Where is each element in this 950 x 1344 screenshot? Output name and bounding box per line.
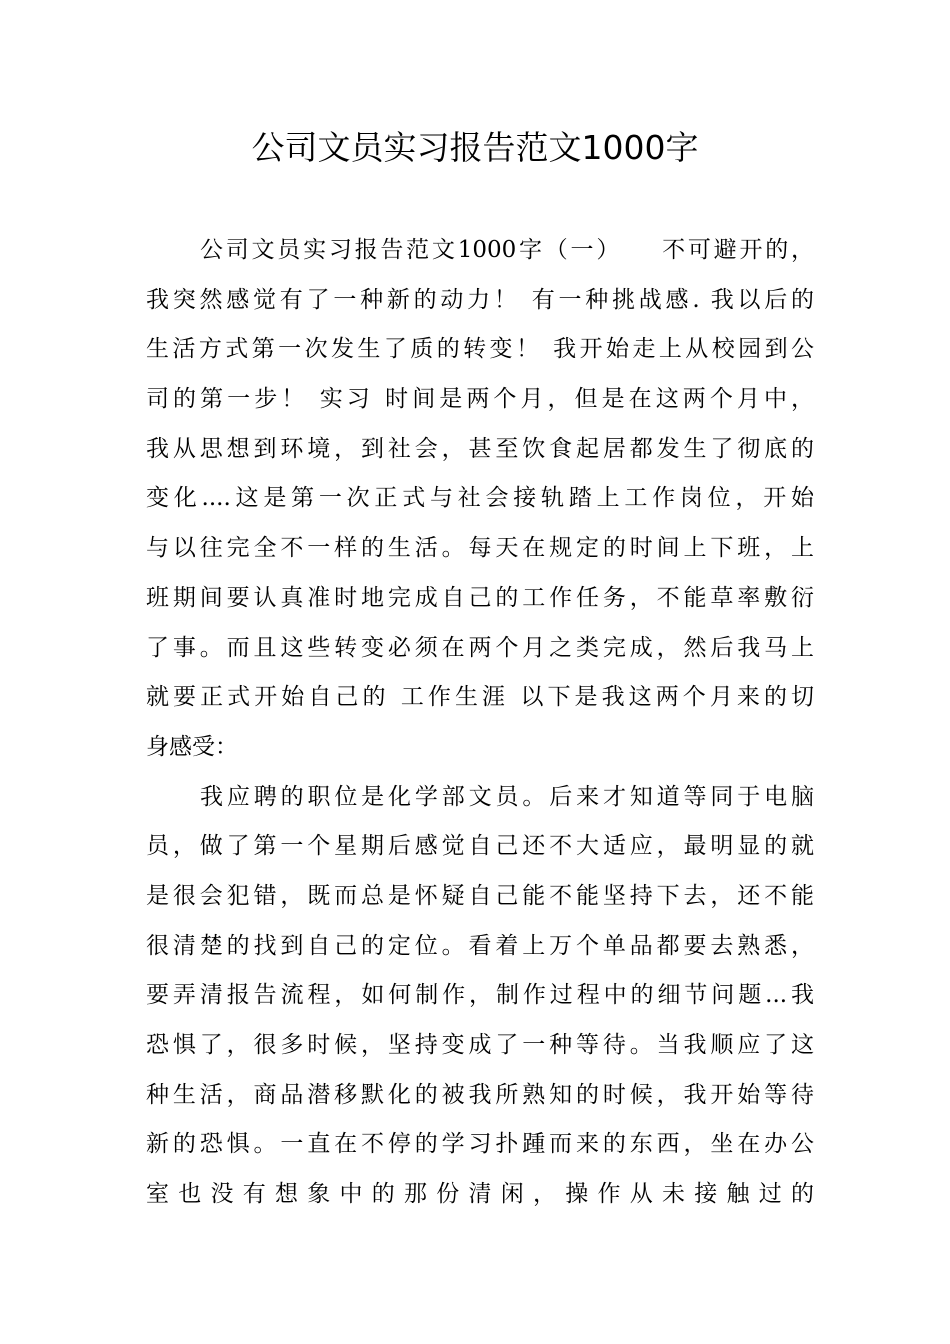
paragraph-1-line-2: 我突然感觉有了一种新的动力！ 有一种挑战感. 我以后的: [146, 286, 814, 313]
paragraph-2-line-4: 很清楚的找到自己的定位。看着上万个单品都要去熟悉，: [146, 932, 814, 959]
paragraph-1-line-5: 我从思想到环境，到社会，甚至饮食起居都发生了彻底的: [146, 435, 814, 462]
paragraph-2-line-2: 员，做了第一个星期后感觉自己还不大适应，最明显的就: [146, 833, 814, 860]
document-body: [146, 226, 814, 1220]
paragraph-2-line-8: 新的恐惧。一直在不停的学习扑踵而来的东西，坐在办公: [146, 1131, 814, 1158]
paragraph-2-line-1: 我应聘的职位是化学部文员。后来才知道等同于电脑: [200, 783, 814, 810]
document-title: 公司文员实习报告范文1000字: [251, 128, 699, 167]
paragraph-1-line-1: 公司文员实习报告范文1000字（一） 不可避开的，: [200, 237, 814, 263]
paragraph-1-line-6: 变化....这是第一次正式与社会接轨踏上工作岗位，开始: [146, 485, 814, 512]
paragraph-1-line-11: 身感受：: [146, 733, 238, 760]
paragraph-1-line-8: 班期间要认真准时地完成自己的工作任务，不能草率敷衍: [146, 584, 814, 611]
paragraph-2-line-5: 要弄清报告流程，如何制作，制作过程中的细节问题...我: [146, 982, 814, 1009]
paragraph-2-line-7: 种生活，商品潜移默化的被我所熟知的时候，我开始等待: [146, 1081, 814, 1108]
paragraph-1-line-9: 了事。而且这些转变必须在两个月之类完成，然后我马上: [146, 634, 814, 661]
paragraph-1-line-7: 与以往完全不一样的生活。每天在规定的时间上下班，上: [146, 535, 814, 562]
paragraph-1-line-4: 司的第一步！ 实习 时间是两个月，但是在这两个月中，: [146, 386, 814, 413]
paragraph-1-line-10: 就要正式开始自己的 工作生涯 以下是我这两个月来的切: [146, 684, 814, 711]
paragraph-2-line-6: 恐惧了，很多时候，坚持变成了一种等待。当我顺应了这: [146, 1032, 814, 1058]
paragraph-2-line-3: 是很会犯错，既而总是怀疑自己能不能坚持下去，还不能: [146, 882, 814, 909]
paragraph-1-line-3: 生活方式第一次发生了质的转变！ 我开始走上从校园到公: [146, 336, 814, 363]
paragraph-2-line-9: 室也没有想象中的那份清闲，操作从未接触过的: [146, 1181, 814, 1208]
